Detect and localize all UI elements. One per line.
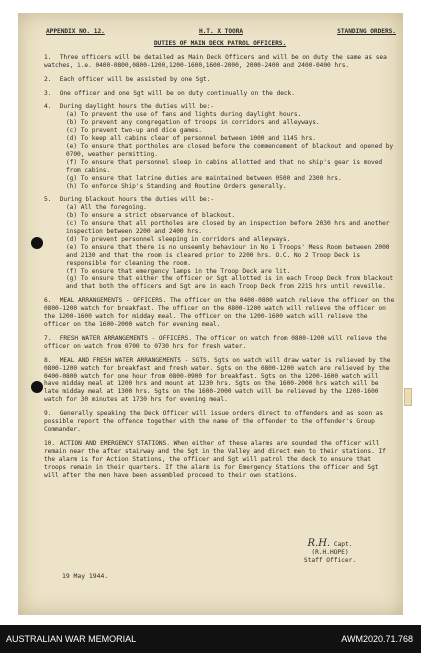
paragraph-10 xyxy=(44,440,396,480)
text-span: 3. xyxy=(44,89,52,97)
ship-name: H.T. X TOORA xyxy=(198,28,244,35)
sub-item: (d) To prevent personnel sleeping in corridors and alleyways. xyxy=(66,235,291,243)
text-span: 8. xyxy=(44,356,52,364)
handwritten-signature: R.H. xyxy=(307,538,331,549)
sub-item: (h) To enforce Ship's Standing and Routine Orders generally. xyxy=(66,182,287,190)
sub-item: (e) To ensure that there is no unseemly behaviour in No 1 Troops' Mess Room between 2000 and 2130 and that the room is cleared prior to 2200 hrs. O.C. No 2 Troop Deck is responsible for cleaning the room. xyxy=(66,243,390,267)
text-span: During blackout hours the duties will be:- xyxy=(59,196,215,204)
sub-item: (g) To ensure that latrine duties are maintained between 0500 and 2300 hrs. xyxy=(66,174,342,182)
text-span: 10. xyxy=(44,439,56,447)
document-date: 19 May 1944. xyxy=(62,572,109,580)
text-span: 7. xyxy=(44,334,52,342)
appendix-label: APPENDIX NO. 12. xyxy=(46,28,105,35)
sub-item: (b) To prevent any congregation of troops in corridors and alleyways. xyxy=(66,119,320,127)
accession-number: AWM2020.71.768 xyxy=(341,634,413,644)
signatory-name: (R.H.HOPE) xyxy=(311,549,349,556)
text-span: MEAL ARRANGEMENTS - OFFICERS. The officer on the 0400-0800 watch relieve the officer on the 0800-1200 watch for breakfast. The officer on the 0800-1200 watch will relieve the officer on the 1200-1600 watch for midday meal. The officer on the 1200-1600 watch will relieve the officer on the 1600-2000 watch for evening meal. xyxy=(44,297,395,328)
text-span: 9. xyxy=(44,410,52,418)
sub-item: (c) To ensure that all portholes are closed by an inspection before 2030 hrs and another inspection between 2200 and 2400 hrs. xyxy=(66,220,390,236)
text-span: MEAL AND FRESH WATER ARRANGEMENTS - SGTS. Sgts on watch will draw water is relieved by the 0800-1200 watch for breakfast and fresh water. Sgts on the 0800-1200 watch are relieved by the 0400-0800 watch for one hour from 0800-0900 for breakfast. Sgts on the 1200-1600 watch will have midday meal at 1200 hrs and mount at 1230 hrs. Sgts on the 1600-2000 hrs watch will be late midday meal at 1300 hrs. Sgts on the 1600-2000 watch will be relieved by the 1200-1600 watch for 30 minutes at 1730 hrs for evening meal. xyxy=(44,356,391,404)
document-header xyxy=(46,28,396,36)
text-span: 5. xyxy=(44,196,52,204)
text-span: ACTION AND EMERGENCY STATIONS. When either of these alarms are sounded the officer will remain near the after stairway and the Sgt in the Valley and direct men to their stations. If the alarm is for Action Stations, the officer and Sgt will patrol the deck to ensure that troops remain in their quarters. If the alarm is for Emergency Stations the officer and Sgt will after the men have been assembled proceed to their own stations. xyxy=(44,439,386,479)
text-span: 4. xyxy=(44,103,52,111)
sub-item: (b) To ensure a strict observance of blackout. xyxy=(66,212,236,220)
signatory-rank: Capt. xyxy=(333,541,353,548)
sub-item: (f) To ensure that personnel sleep in cabins allotted and that no ship's gear is moved from cabins. xyxy=(66,158,383,174)
paper-tab xyxy=(404,388,412,406)
paragraph-1 xyxy=(44,54,396,70)
sub-item: (g) To ensure that either the officer or Sgt allotted is in each Troop Deck from blackout and that both the officers and Sgt are in each Troop Deck from 2215 hrs until reveille. xyxy=(66,275,394,291)
paragraph-4 xyxy=(44,103,396,190)
document-body xyxy=(44,28,396,485)
text-span: Three officers will be detailed as Main Deck Officers and will be on duty the same as sea watches, i.e. 0400-0800,0800-1200,1200-1600,1600-2000, 2000-2400 and 2400-0400 hrs. xyxy=(44,53,387,69)
document-title: DUTIES OF MAIN DECK PATROL OFFICERS. xyxy=(153,39,287,47)
sub-item: (a) To prevent the use of fans and lights during daylight hours. xyxy=(66,111,302,119)
paragraph-3 xyxy=(44,90,396,98)
paragraph-5 xyxy=(44,196,396,291)
punch-hole xyxy=(31,237,43,249)
text-span: Each officer will be assisted by one Sgt. xyxy=(59,75,211,83)
paragraph-9 xyxy=(44,410,396,434)
signatory-role: Staff Officer. xyxy=(303,557,357,564)
paragraph-2 xyxy=(44,76,396,84)
sub-item: (d) To keep all cabins clear of personnel between 1000 and 1145 hrs. xyxy=(66,135,316,143)
standing-orders-label: STANDING ORDERS. xyxy=(337,28,396,35)
paragraph-8 xyxy=(44,357,396,404)
text-span: Generally speaking the Deck Officer will issue orders direct to offenders and as soon as possible report the offence together with the name of the offender to the offender's Group Commander. xyxy=(44,410,384,433)
text-span: 2. xyxy=(44,75,52,83)
sub-item: (a) All the foregoing. xyxy=(66,204,147,212)
text-span: FRESH WATER ARRANGEMENTS - OFFICERS. The officer on watch from 0800-1200 will relieve the officer on watch from 0700 to 0730 hrs for fresh water. xyxy=(44,334,387,350)
archive-footer xyxy=(0,625,421,653)
text-span: 6. xyxy=(44,297,52,305)
sub-item: (e) To ensure that portholes are closed before the commencement of blackout and opened by 0700, weather permitting. xyxy=(66,142,394,158)
punch-hole xyxy=(31,381,43,393)
archive-name: AUSTRALIAN WAR MEMORIAL xyxy=(6,634,137,644)
paragraph-6 xyxy=(44,297,396,329)
text-span: 1. xyxy=(44,53,52,61)
sub-item: (c) To prevent two-up and dice games. xyxy=(66,127,202,135)
paragraph-7 xyxy=(44,335,396,351)
text-span: During daylight hours the duties will be:- xyxy=(59,103,215,111)
text-span: One officer and one Sgt will be on duty continually on the deck. xyxy=(59,89,295,97)
sub-item: (f) To ensure that emergency lamps in the Troop Deck are lit. xyxy=(66,267,291,275)
signature-block xyxy=(290,540,370,565)
